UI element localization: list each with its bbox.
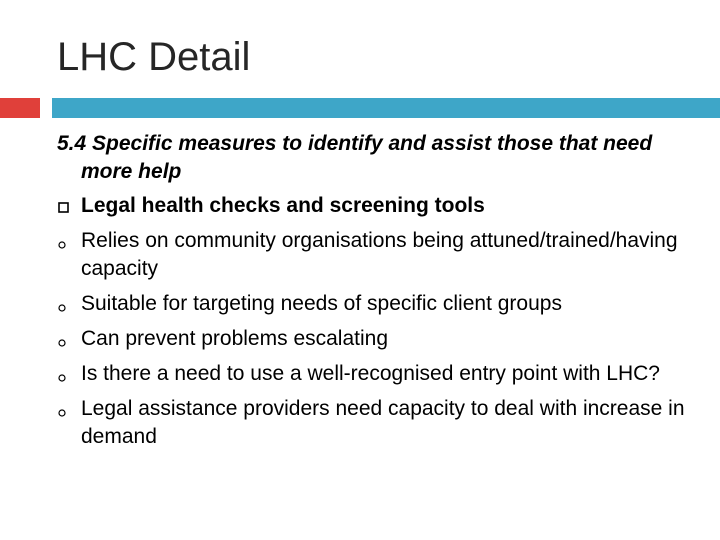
list-item-text: Legal health checks and screening tools bbox=[81, 194, 485, 217]
list-item-text: Relies on community organisations being attuned/trained/having capacity bbox=[81, 229, 678, 280]
section-heading: 5.4 Specific measures to identify and assist those that need more help bbox=[57, 132, 653, 183]
circle-bullet-icon bbox=[57, 325, 81, 353]
circle-bullet-icon bbox=[57, 360, 81, 388]
list-item bbox=[57, 227, 697, 283]
circle-bullet-icon bbox=[57, 395, 81, 423]
accent-bar-red bbox=[0, 98, 40, 118]
list-item-text: Suitable for targeting needs of specific client groups bbox=[81, 292, 562, 315]
list-item-text: Can prevent problems escalating bbox=[81, 327, 389, 350]
list-item bbox=[57, 325, 697, 353]
list-item bbox=[57, 360, 697, 388]
slide-body bbox=[57, 130, 697, 458]
slide-title: LHC Detail bbox=[57, 35, 251, 79]
square-bullet-icon bbox=[57, 192, 81, 220]
circle-bullet-icon bbox=[57, 290, 81, 318]
accent-bar-teal bbox=[52, 98, 720, 118]
list-item-text: Legal assistance providers need capacity to deal with increase in demand bbox=[81, 397, 685, 448]
list-item bbox=[57, 290, 697, 318]
list-item-text: Is there a need to use a well-recognised entry point with LHC? bbox=[81, 362, 660, 385]
list-item bbox=[57, 192, 697, 220]
circle-bullet-icon bbox=[57, 227, 81, 255]
list-item bbox=[57, 395, 697, 451]
